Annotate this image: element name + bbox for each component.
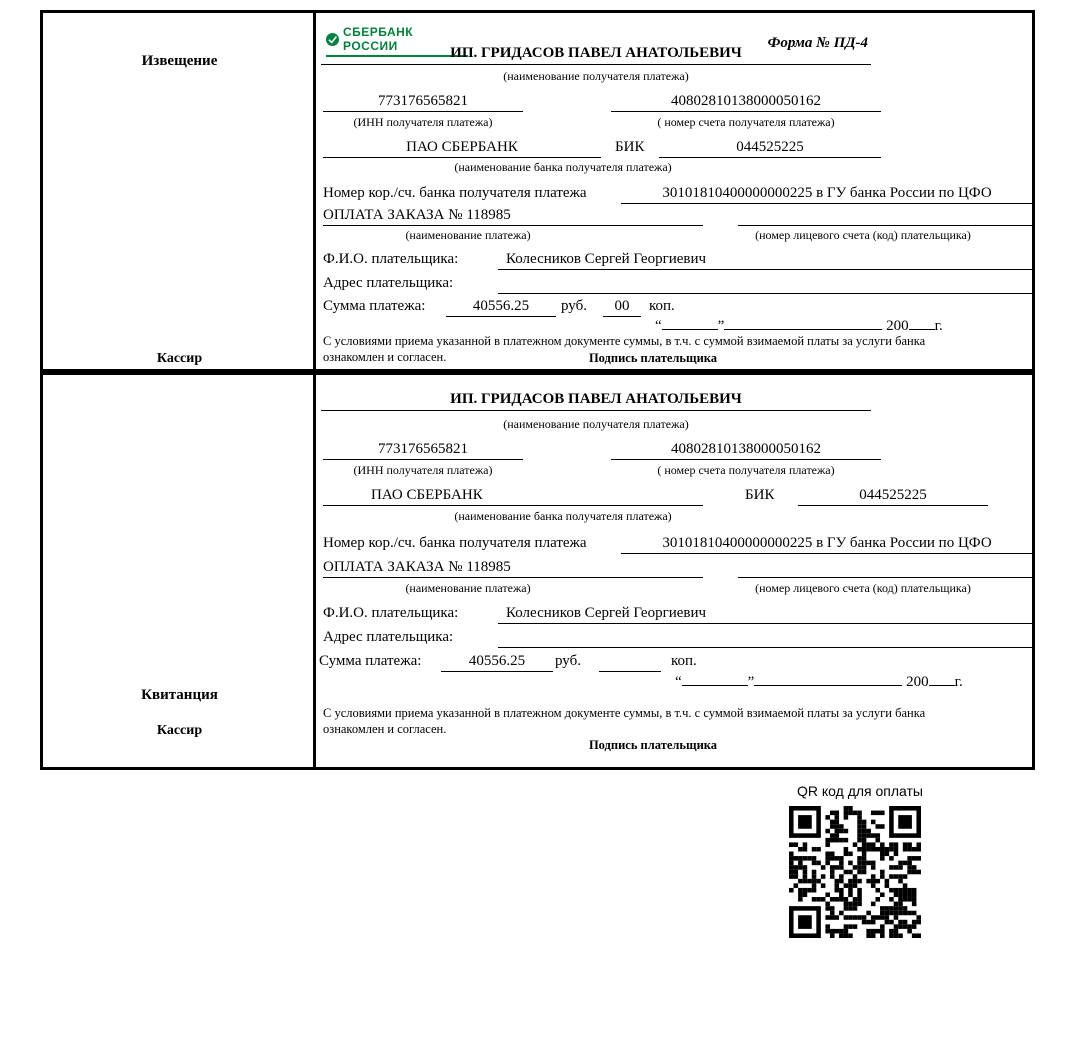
notice-section xyxy=(40,10,1035,372)
date-day-blank xyxy=(682,673,748,686)
date-year-prefix: 200 xyxy=(906,674,929,690)
payer-signature-label: Подпись плательщика xyxy=(588,738,718,752)
kopeck-value xyxy=(599,651,661,672)
bik-label: БИК xyxy=(745,487,775,503)
date-month-blank xyxy=(724,317,882,330)
date-line xyxy=(675,672,963,692)
payer-signature-label: Подпись плательщика xyxy=(588,351,718,365)
payment-name-caption: (наименование платежа) xyxy=(405,228,531,242)
receipt-side-label: Квитанция xyxy=(141,687,218,703)
order-number: 118985 xyxy=(466,559,511,575)
payer-name-value: Колесников Сергей Георгиевич xyxy=(498,603,1033,624)
kopeck-label: коп. xyxy=(649,298,675,314)
payment-name-caption: (наименование платежа) xyxy=(405,581,531,595)
payment-purpose-line xyxy=(323,557,703,578)
payment-purpose-label: ОПЛАТА ЗАКАЗА № xyxy=(323,207,463,223)
date-year-prefix: 200 xyxy=(886,318,909,334)
date-month-blank xyxy=(754,673,902,686)
rub-label: руб. xyxy=(561,298,587,314)
receipt-cashier-label: Кассир xyxy=(156,723,203,738)
payer-address-label: Адрес плательщика: xyxy=(323,629,454,645)
recipient-caption: (наименование получателя платежа) xyxy=(503,69,689,83)
bik-value: 044525225 xyxy=(798,485,988,506)
bank-name: ПАО СБЕРБАНК xyxy=(323,137,601,158)
bank-caption: (наименование банка получателя платежа) xyxy=(454,160,672,174)
personal-account-caption: (номер лицевого счета (код) плательщика) xyxy=(755,581,971,595)
amount-value: 40556.25 xyxy=(441,651,553,672)
payer-address-blank xyxy=(498,273,1033,294)
payer-address-label: Адрес плательщика: xyxy=(323,275,454,291)
corr-account-value: 30101810400000000225 в ГУ банка России по ЦФО xyxy=(621,533,1033,554)
bank-name: ПАО СБЕРБАНК xyxy=(323,485,703,506)
recipient-name: ИП. ГРИДАСОВ ПАВЕЛ АНАТОЛЬЕВИЧ xyxy=(321,389,871,411)
payment-purpose-blank xyxy=(738,205,1033,226)
personal-account-caption: (номер лицевого счета (код) плательщика) xyxy=(755,228,971,242)
date-year-suffix: г. xyxy=(954,674,963,690)
rub-label: руб. xyxy=(555,653,581,669)
account-caption: ( номер счета получателя платежа) xyxy=(657,463,835,477)
inn-caption: (ИНН получателя платежа) xyxy=(353,463,493,477)
receipt-section xyxy=(40,372,1035,770)
qr-code xyxy=(789,806,921,938)
payer-address-blank xyxy=(498,627,1033,648)
bank-caption: (наименование банка получателя платежа) xyxy=(454,509,672,523)
corr-account-label: Номер кор./сч. банка получателя платежа xyxy=(323,535,587,551)
corr-account-label: Номер кор./сч. банка получателя платежа xyxy=(323,185,587,201)
payment-purpose-line xyxy=(323,205,703,226)
amount-label: Сумма платежа: xyxy=(323,298,426,314)
bank-logo-text: СБЕРБАНК РОССИИ xyxy=(343,25,414,53)
recipient-caption: (наименование получателя платежа) xyxy=(503,417,689,431)
receipt-left-column xyxy=(43,375,316,767)
terms-text: С условиями приема указанной в платежном документе суммы, в т.ч. с суммой взимаемой платы за услуги банка ознакомлен и согласен. xyxy=(323,334,926,364)
inn-value: 773176565821 xyxy=(323,91,523,112)
terms-text: С условиями приема указанной в платежном документе суммы, в т.ч. с суммой взимаемой платы за услуги банка ознакомлен и согласен. xyxy=(323,706,926,736)
account-value: 40802810138000050162 xyxy=(611,91,881,112)
notice-cashier-label: Кассир xyxy=(156,351,203,366)
date-close-quote: ” xyxy=(717,318,725,334)
account-caption: ( номер счета получателя платежа) xyxy=(657,115,835,129)
date-year-suffix: г. xyxy=(934,318,943,334)
date-open-quote: “ xyxy=(655,318,662,334)
date-year-blank xyxy=(929,673,955,686)
amount-value: 40556.25 xyxy=(446,296,556,317)
recipient-name: ИП. ГРИДАСОВ ПАВЕЛ АНАТОЛЬЕВИЧ xyxy=(321,43,871,65)
payer-name-value: Колесников Сергей Георгиевич xyxy=(498,249,1033,270)
payer-name-label: Ф.И.О. плательщика: xyxy=(323,605,459,621)
bik-value: 044525225 xyxy=(659,137,881,158)
kopeck-value: 00 xyxy=(603,296,641,317)
bik-label: БИК xyxy=(615,139,645,155)
qr-caption: QR код для оплаты xyxy=(796,783,923,799)
corr-account-value: 30101810400000000225 в ГУ банка России по ЦФО xyxy=(621,183,1033,204)
payment-purpose-label: ОПЛАТА ЗАКАЗА № xyxy=(323,559,463,575)
date-close-quote: ” xyxy=(747,674,755,690)
date-open-quote: “ xyxy=(675,674,682,690)
inn-caption: (ИНН получателя платежа) xyxy=(353,115,493,129)
inn-value: 773176565821 xyxy=(323,439,523,460)
form-number: Форма № ПД-4 xyxy=(767,35,868,51)
order-number: 118985 xyxy=(466,207,511,223)
payer-name-label: Ф.И.О. плательщика: xyxy=(323,251,459,267)
date-day-blank xyxy=(662,317,718,330)
amount-label: Сумма платежа: xyxy=(319,653,422,669)
notice-side-label: Извещение xyxy=(141,53,218,69)
date-year-blank xyxy=(909,317,935,330)
account-value: 40802810138000050162 xyxy=(611,439,881,460)
kopeck-label: коп. xyxy=(671,653,697,669)
payment-purpose-blank xyxy=(738,557,1033,578)
